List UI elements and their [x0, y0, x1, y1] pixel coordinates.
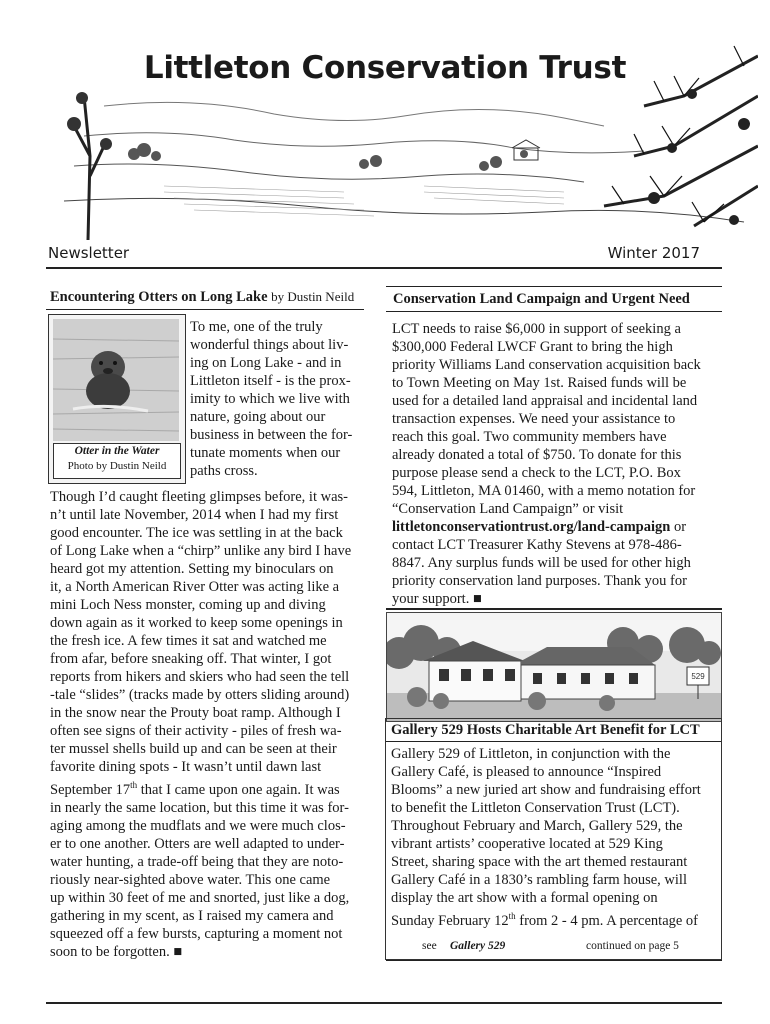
campaign-top-rule: [386, 286, 722, 287]
text-line: reach this goal. Two community members have: [392, 429, 667, 445]
text-line: paths cross.: [190, 463, 258, 479]
text-line: water hunting, a trade-off being that they are noto-: [50, 853, 344, 870]
text-line: good encounter. The ice was settling in at the back: [50, 525, 343, 541]
text-line: 8847. Any surplus funds will be used for other high: [392, 555, 691, 571]
text-line: [392, 518, 722, 536]
text-line: ing on Long Lake - and in: [190, 355, 342, 371]
text-line: riously near-sighted above water. This one came: [50, 871, 331, 888]
text-line: to Town Meeting on May 1st. Raised funds will be: [392, 375, 687, 391]
page-bottom-rule: [46, 1002, 722, 1004]
text-line: business in between the for-: [190, 427, 353, 443]
text-line: priority conservation land purposes. Thank you for: [392, 573, 687, 589]
text-line: aging among the mudflats and we were much clos-: [50, 817, 346, 834]
gallery-body: [391, 745, 721, 930]
sept-after: that I came upon one again. It was: [137, 781, 340, 798]
text-line: squeezed off a few bursts, capturing a moment not: [50, 925, 343, 942]
otters-headline: [50, 289, 354, 306]
text-line: n’t until late November, 2014 when I had my first: [50, 507, 339, 523]
text-line: Throughout February and March, Gallery 529, the: [391, 818, 683, 834]
text-line: 594, Littleton, MA 01460, with a memo notation for: [392, 483, 696, 499]
campaign-link[interactable]: littletonconservationtrust.org/land-campaign: [392, 519, 671, 535]
text-line: $300,000 Federal LWCF Grant to bring the high: [392, 339, 673, 355]
text-line: priority Williams Land conservation acquisition back: [392, 357, 701, 373]
text-line: the fresh ice. A few times it sat and watched me: [50, 633, 327, 649]
text-line: it, a North American River Otter was acting like a: [50, 579, 340, 595]
gallery-continuation: [386, 940, 720, 958]
text-line: nature, going about our: [190, 409, 326, 425]
text-line: vibrant artists’ cooperative located at 529 King: [391, 836, 663, 852]
gallery-headline: Gallery 529 Hosts Charitable Art Benefit for LCT: [391, 722, 700, 738]
continued-label: continued on page 5: [586, 940, 679, 952]
text-line: gathering in my scent, as I raised my camera and: [50, 907, 334, 924]
see-label: see: [422, 940, 437, 952]
text-line: from afar, before sneaking off. That winter, I got: [50, 651, 332, 667]
text-line: soon to be forgotten. ■: [50, 943, 183, 960]
text-line: Street, sharing space with the art themed restaurant: [391, 854, 688, 870]
text-line: ter mussel shells build up and can be seen at their: [50, 741, 337, 757]
text-line: [50, 776, 370, 799]
masthead-divider: [46, 267, 722, 269]
text-line: [391, 907, 721, 930]
gallery-article: [385, 718, 722, 960]
text-line: favorite dining spots - It wasn’t until dawn last: [50, 759, 322, 775]
text-line: up within 30 feet of me and snorted, just like a dog,: [50, 889, 350, 906]
otter-photo-caption: [53, 443, 181, 479]
text-line: Though I’d caught fleeting glimpses before, it was-: [50, 489, 348, 505]
text-line: often see signs of their activity - piles of fresh wa-: [50, 723, 342, 739]
text-line: Gallery 529 of Littleton, in conjunction with the: [391, 746, 671, 762]
text-line: To me, one of the truly: [190, 319, 323, 335]
campaign-bottom-rule: [386, 608, 722, 610]
text-line: LCT needs to raise $6,000 in support of seeking a: [392, 321, 681, 337]
text-line: in nearly the same location, but this time it was for-: [50, 799, 349, 816]
sept-sup: th: [130, 780, 138, 790]
campaign-headline: Conservation Land Campaign and Urgent Need: [393, 291, 690, 307]
see-target[interactable]: Gallery 529: [450, 940, 506, 952]
otter-photo-image: [53, 319, 179, 441]
text-line: tunate moments when our: [190, 445, 341, 461]
text-line: to benefit the Littleton Conservation Trust (LCT).: [391, 800, 680, 816]
text-line: Blooms” a new juried art show and fundraising effort: [391, 782, 701, 798]
text-line: imity to which we live with: [190, 391, 350, 407]
sunday-before: Sunday February 12: [391, 912, 509, 929]
text-line: display the art show with a formal opening on: [391, 890, 658, 906]
sept-before: September 17: [50, 781, 131, 798]
text-line: er to one another. Otters are well adapted to under-: [50, 835, 345, 852]
text-line: “Conservation Land Campaign” or visit: [392, 501, 624, 517]
caption-title: Otter in the Water: [74, 445, 160, 457]
gallery-sign: 529: [691, 672, 705, 681]
caption-credit: Photo by Dustin Neild: [67, 460, 167, 472]
gallery-farmhouse-image: [387, 613, 721, 721]
gallery-headline-rule: [386, 741, 721, 742]
otters-headline-text: Encountering Otters on Long Lake: [50, 289, 268, 305]
text-line: of Long Lake when a “chirp” unlike any bird I have: [50, 543, 352, 559]
sunday-after: from 2 - 4 pm. A percentage of: [515, 912, 699, 929]
otters-headline-rule: [46, 309, 364, 310]
link-after: or: [670, 519, 687, 535]
gallery-photo: [386, 612, 722, 722]
text-line: heard got my attention. Setting my binoculars on: [50, 561, 334, 577]
text-line: your support. ■: [392, 591, 482, 607]
text-line: Gallery Café in a 1830’s rambling farm house, will: [391, 872, 687, 888]
text-line: purpose please send a check to the LCT, P.O. Box: [392, 465, 681, 481]
text-line: used for a detailed land appraisal and incidental land: [392, 393, 698, 409]
masthead-title: Littleton Conservation Trust: [143, 50, 627, 86]
text-line: down again as it worked to keep some openings in: [50, 615, 343, 631]
campaign-body: [392, 320, 722, 608]
gallery-footer-rule: [386, 960, 722, 961]
otter-photo: [48, 314, 186, 484]
text-line: transaction expenses. We need your assistance to: [392, 411, 676, 427]
text-line: reports from hikers and skiers who had seen the tell: [50, 669, 350, 685]
issue-date: Winter 2017: [607, 244, 700, 262]
text-line: contact LCT Treasurer Kathy Stevens at 978-486-: [392, 537, 682, 553]
text-line: Littleton itself - is the prox-: [190, 373, 351, 389]
sunday-sup: th: [508, 911, 516, 921]
text-line: -tale “slides” (tracks made by otters sliding around): [50, 687, 350, 703]
text-line: already donated a total of $750. To donate for this: [392, 447, 682, 463]
otters-intro: [190, 318, 370, 480]
newsletter-label: Newsletter: [48, 244, 130, 262]
campaign-headline-rule: [386, 311, 722, 312]
text-line: in the snow near the Prouty boat ramp. Although I: [50, 705, 341, 721]
otters-byline: by Dustin Neild: [271, 289, 355, 304]
text-line: Gallery Café, is pleased to announce “Inspired: [391, 764, 662, 780]
text-line: mini Loch Ness monster, coming up and diving: [50, 597, 326, 613]
otters-body: [50, 488, 370, 961]
text-line: wonderful things about liv-: [190, 337, 349, 353]
